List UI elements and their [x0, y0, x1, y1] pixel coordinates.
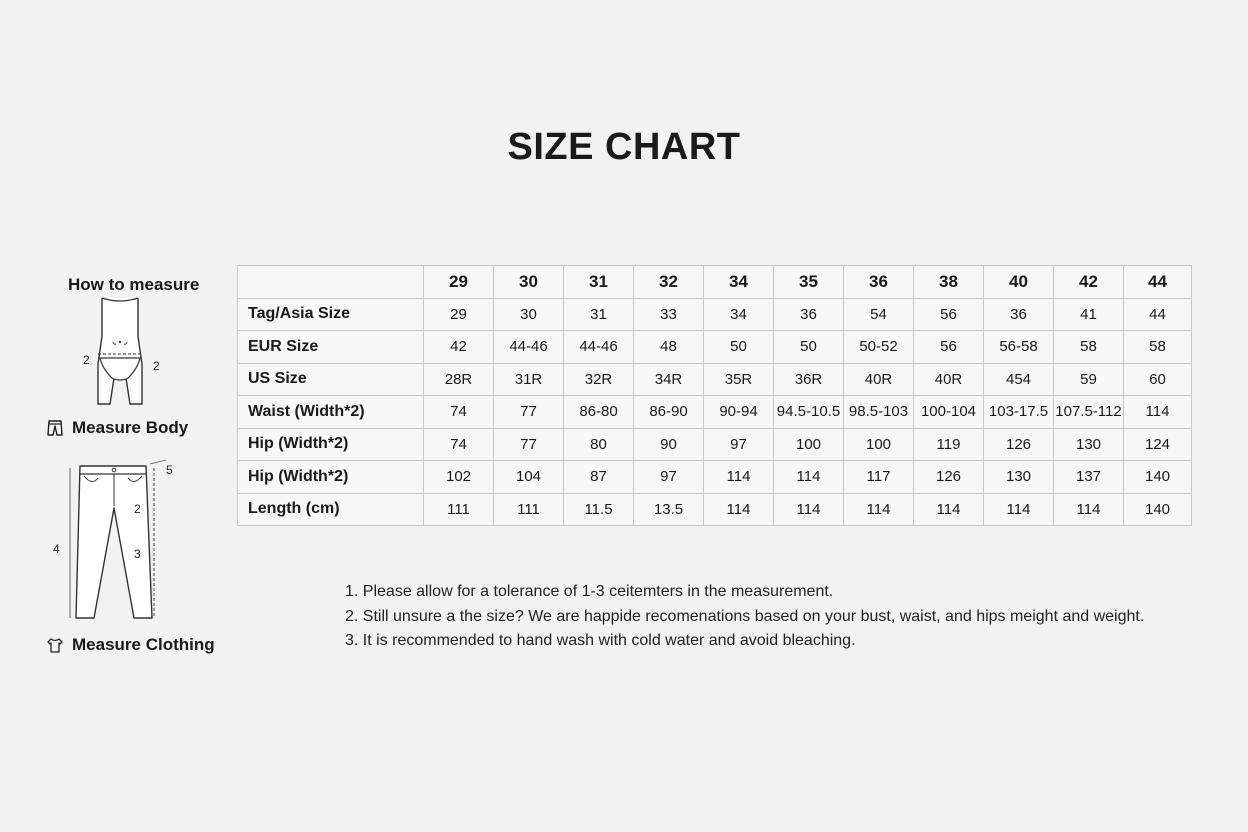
- table-cell: 77: [494, 396, 564, 429]
- table-row: [238, 331, 1192, 364]
- table-cell: 94.5-10.5: [774, 396, 844, 429]
- table-cell: 100-104: [914, 396, 984, 429]
- measure-body-label: Measure Body: [72, 418, 189, 437]
- table-cell: 117: [844, 461, 914, 494]
- table-cell: 100: [844, 428, 914, 461]
- measure-clothing-row: [46, 635, 215, 655]
- pants-number-3: 3: [134, 547, 141, 561]
- table-cell: 60: [1124, 363, 1192, 396]
- table-cell: 34: [704, 298, 774, 331]
- pants-measure-figure: [48, 458, 198, 628]
- table-cell: 48: [634, 331, 704, 364]
- table-cell: 34R: [634, 363, 704, 396]
- table-cell: 36: [984, 298, 1054, 331]
- body-number-left: 2: [83, 353, 90, 367]
- header-cell: 40: [984, 266, 1054, 299]
- row-label: Hip (Width*2): [238, 428, 424, 461]
- table-cell: 29: [424, 298, 494, 331]
- table-cell: 114: [774, 461, 844, 494]
- row-label: Length (cm): [238, 493, 424, 526]
- table-cell: 56-58: [984, 331, 1054, 364]
- table-cell: 74: [424, 428, 494, 461]
- header-cell: [238, 266, 424, 299]
- table-cell: 114: [704, 493, 774, 526]
- table-row: [238, 298, 1192, 331]
- table-row: [238, 396, 1192, 429]
- table-cell: 31: [564, 298, 634, 331]
- header-cell: 36: [844, 266, 914, 299]
- pants-number-4: 4: [53, 542, 60, 556]
- table-cell: 36R: [774, 363, 844, 396]
- table-cell: 114: [1124, 396, 1192, 429]
- header-cell: 38: [914, 266, 984, 299]
- table-cell: 33: [634, 298, 704, 331]
- table-cell: 80: [564, 428, 634, 461]
- table-cell: 40R: [914, 363, 984, 396]
- table-cell: 97: [634, 461, 704, 494]
- table-header-row: [238, 266, 1192, 299]
- table-cell: 40R: [844, 363, 914, 396]
- table-row: [238, 461, 1192, 494]
- table-cell: 44: [1124, 298, 1192, 331]
- table-cell: 97: [704, 428, 774, 461]
- table-cell: 114: [914, 493, 984, 526]
- table-cell: 50: [704, 331, 774, 364]
- table-cell: 31R: [494, 363, 564, 396]
- table-cell: 104: [494, 461, 564, 494]
- header-cell: 44: [1124, 266, 1192, 299]
- row-label: Hip (Width*2): [238, 461, 424, 494]
- table-cell: 32R: [564, 363, 634, 396]
- table-cell: 54: [844, 298, 914, 331]
- table-cell: 114: [844, 493, 914, 526]
- table-cell: 114: [984, 493, 1054, 526]
- body-measure-figure: [80, 296, 190, 411]
- table-cell: 90-94: [704, 396, 774, 429]
- table-cell: 107.5-112: [1054, 396, 1124, 429]
- table-cell: 98.5-103: [844, 396, 914, 429]
- table-row: [238, 493, 1192, 526]
- table-cell: 56: [914, 331, 984, 364]
- header-cell: 35: [774, 266, 844, 299]
- table-cell: 130: [1054, 428, 1124, 461]
- table-cell: 126: [984, 428, 1054, 461]
- pants-number-5: 5: [166, 463, 173, 477]
- table-cell: 114: [704, 461, 774, 494]
- table-cell: 13.5: [634, 493, 704, 526]
- table-cell: 111: [424, 493, 494, 526]
- table-cell: 58: [1054, 331, 1124, 364]
- table-cell: 140: [1124, 493, 1192, 526]
- table-cell: 41: [1054, 298, 1124, 331]
- page-title: SIZE CHART: [507, 126, 741, 168]
- row-label: Waist (Width*2): [238, 396, 424, 429]
- table-cell: 86-80: [564, 396, 634, 429]
- table-cell: 137: [1054, 461, 1124, 494]
- table-cell: 35R: [704, 363, 774, 396]
- table-cell: 454: [984, 363, 1054, 396]
- table-cell: 44-46: [494, 331, 564, 364]
- table-cell: 28R: [424, 363, 494, 396]
- row-label: EUR Size: [238, 331, 424, 364]
- table-cell: 111: [494, 493, 564, 526]
- measure-body-row: [46, 418, 188, 438]
- how-to-measure-label: How to measure: [68, 275, 200, 294]
- size-table: [237, 265, 1192, 526]
- table-cell: 50: [774, 331, 844, 364]
- table-cell: 126: [914, 461, 984, 494]
- table-cell: 77: [494, 428, 564, 461]
- table-cell: 140: [1124, 461, 1192, 494]
- note-2: 2. Still unsure a the size? We are happide recomenations based on your bust, waist, and hips meight and weight.: [345, 607, 1145, 625]
- table-cell: 114: [774, 493, 844, 526]
- header-cell: 32: [634, 266, 704, 299]
- table-cell: 59: [1054, 363, 1124, 396]
- row-label: US Size: [238, 363, 424, 396]
- table-cell: 74: [424, 396, 494, 429]
- header-cell: 42: [1054, 266, 1124, 299]
- table-row: [238, 428, 1192, 461]
- table-cell: 114: [1054, 493, 1124, 526]
- table-row: [238, 363, 1192, 396]
- table-cell: 119: [914, 428, 984, 461]
- table-cell: 50-52: [844, 331, 914, 364]
- pants-icon: [46, 419, 64, 437]
- header-cell: 34: [704, 266, 774, 299]
- table-cell: 102: [424, 461, 494, 494]
- table-cell: 103-17.5: [984, 396, 1054, 429]
- table-cell: 30: [494, 298, 564, 331]
- shirt-icon: [46, 636, 64, 654]
- table-cell: 90: [634, 428, 704, 461]
- header-cell: 30: [494, 266, 564, 299]
- table-cell: 42: [424, 331, 494, 364]
- notes: [345, 580, 1144, 654]
- table-cell: 86-90: [634, 396, 704, 429]
- row-label: Tag/Asia Size: [238, 298, 424, 331]
- header-cell: 31: [564, 266, 634, 299]
- table-cell: 11.5: [564, 493, 634, 526]
- note-3: 3. It is recommended to hand wash with cold water and avoid bleaching.: [345, 632, 856, 649]
- table-cell: 36: [774, 298, 844, 331]
- table-cell: 56: [914, 298, 984, 331]
- table-cell: 130: [984, 461, 1054, 494]
- table-cell: 44-46: [564, 331, 634, 364]
- measure-clothing-label: Measure Clothing: [72, 635, 215, 654]
- table-cell: 87: [564, 461, 634, 494]
- table-cell: 124: [1124, 428, 1192, 461]
- table-cell: 100: [774, 428, 844, 461]
- body-number-right: 2: [153, 359, 160, 373]
- table-cell: 58: [1124, 331, 1192, 364]
- header-cell: 29: [424, 266, 494, 299]
- note-1: 1. Please allow for a tolerance of 1-3 ceitemters in the measurement.: [345, 583, 834, 600]
- pants-number-2: 2: [134, 502, 141, 516]
